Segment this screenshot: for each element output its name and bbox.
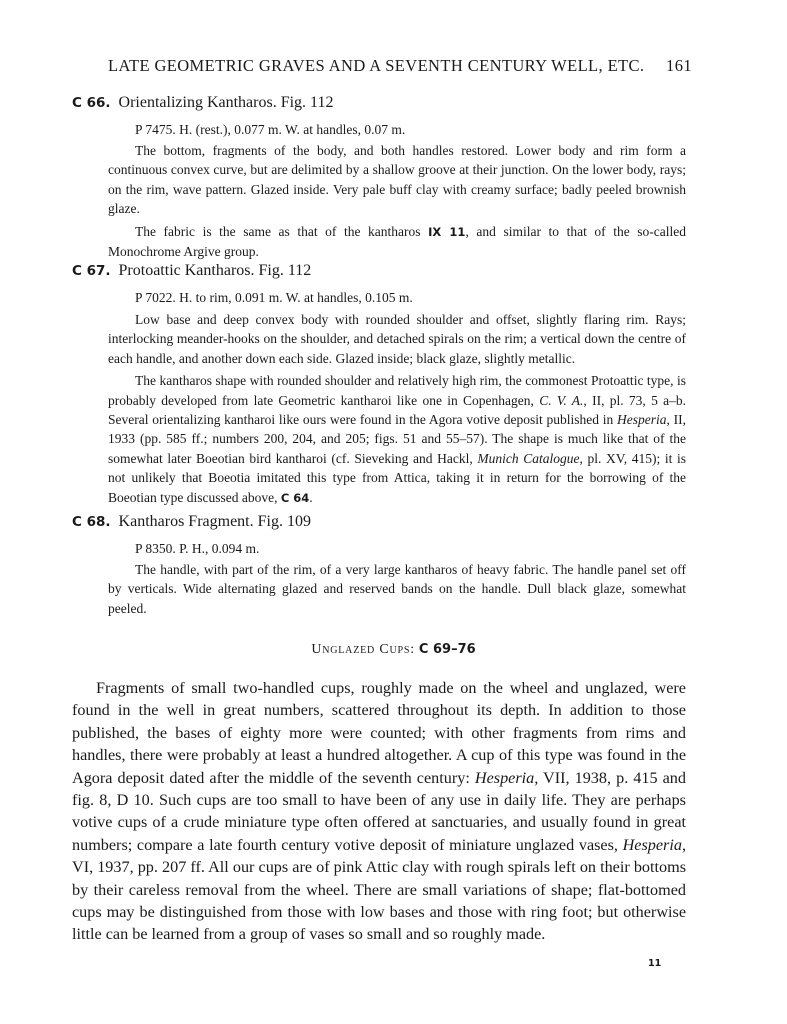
entry-heading-c68 <box>72 513 311 531</box>
entry-description-c66 <box>108 141 686 261</box>
entry-title: Orientalizing Kantharos. Fig. 112 <box>118 94 334 111</box>
catalog-number: C 67. <box>72 263 111 279</box>
section-range: C 69–76 <box>418 642 476 657</box>
entry-measurements-c67: P 7022. H. to rim, 0.091 m. W. at handles, 0.105 m. <box>135 290 413 305</box>
signature-mark: 11 <box>648 958 662 969</box>
entry-title: Protoattic Kantharos. Fig. 112 <box>118 262 312 279</box>
commentary-paragraph: The kantharos shape with rounded shoulder and relatively high rim, the commonest Protoattic type, is probably developed from late Geometric kantharoi like one in Copenhagen, C. V. A., II, pl. 73, 5 a–b. Several orientalizing kantharoi like ours were found in the Agora votive deposit published in Hesperia, II, 1933 (pp. 585 ff.; numbers 200, 204, and 205; figs. 51 and 55–57). The shape is much like that of the somewhat later Boeotian bird kantharoi (cf. Sieveking and Hackl, Munich Catalogue, pl. XV, 415); it is not unlikely that Boeotia imitated this type from Attica, taking it in return for the borrowing of the Boeotian type discussed above, C 64. <box>108 373 687 505</box>
body-text <box>72 677 686 946</box>
commentary-paragraph: The fabric is the same as that of the kantharos IX 11, and similar to that of the so-called Monochrome Argive group. <box>108 223 686 260</box>
entry-heading-c66 <box>72 94 333 112</box>
entry-measurements-c66: P 7475. H. (rest.), 0.077 m. W. at handles, 0.07 m. <box>135 122 406 137</box>
cross-reference: C 64 <box>280 490 310 505</box>
catalog-number: C 66. <box>72 95 111 111</box>
page-number: 161 <box>666 56 692 75</box>
description-paragraph: The bottom, fragments of the body, and both handles restored. Lower body and rim form a continuous convex curve, but are delimited by a shallow groove at their junction. On the lower body, rays; on the rim, wave pattern. Glazed inside. Very pale buff clay with creamy surface; badly peeled brownish glaze. <box>108 143 686 217</box>
entry-measurements-c68: P 8350. P. H., 0.094 m. <box>135 541 260 556</box>
running-title: LATE GEOMETRIC GRAVES AND A SEVENTH CENTURY WELL, ETC. <box>108 56 645 75</box>
description-paragraph: Low base and deep convex body with rounded shoulder and offset, slightly flaring rim. Rays; interlocking meander-hooks on the shoulder, and detached spirals on the rim; a vertical down the centre of each handle, and another down each side. Glazed inside; black glaze, slightly metallic. <box>108 312 686 366</box>
section-title: Unglazed Cups: <box>311 642 415 657</box>
entry-description-c67 <box>108 310 686 508</box>
entry-description-c68 <box>108 560 686 618</box>
entry-title: Kantharos Fragment. Fig. 109 <box>118 513 311 530</box>
description-paragraph: The handle, with part of the rim, of a very large kantharos of heavy fabric. The handle panel set off by verticals. Wide alternating glazed and reserved bands on the handle. Dull black glaze, somewhat peeled. <box>108 562 686 616</box>
entry-heading-c67 <box>72 262 311 280</box>
catalog-number: C 68. <box>72 514 111 530</box>
body-paragraph: Fragments of small two-handled cups, roughly made on the wheel and unglazed, were found in the well in great numbers, scattered throughout its depth. In addition to those published, the bases of eighty more were counted; with other fragments from rims and handles, there were probably at least a hundred altogether. A cup of this type was found in the Agora deposit dated after the middle of the seventh century: Hesperia, VII, 1938, p. 415 and fig. 8, D 10. Such cups are too small to have been of any use in daily life. They are perhaps votive cups of a crude miniature type often offered at sanctuaries, and usually found in great numbers; compare a late fourth century votive deposit of miniature unglazed vases, Hesperia, VI, 1937, pp. 207 ff. All our cups are of pink Attic clay with rough spirals left on their bottoms by their careless removal from the wheel. There are small variations of shape; flat-bottomed cups may be distinguished from those with low bases and those with ring foot; but otherwise little can be learned from a group of vases so small and so roughly made. <box>72 679 686 944</box>
section-heading <box>0 642 787 658</box>
cross-reference: IX 11 <box>428 224 466 239</box>
running-head <box>108 56 692 76</box>
